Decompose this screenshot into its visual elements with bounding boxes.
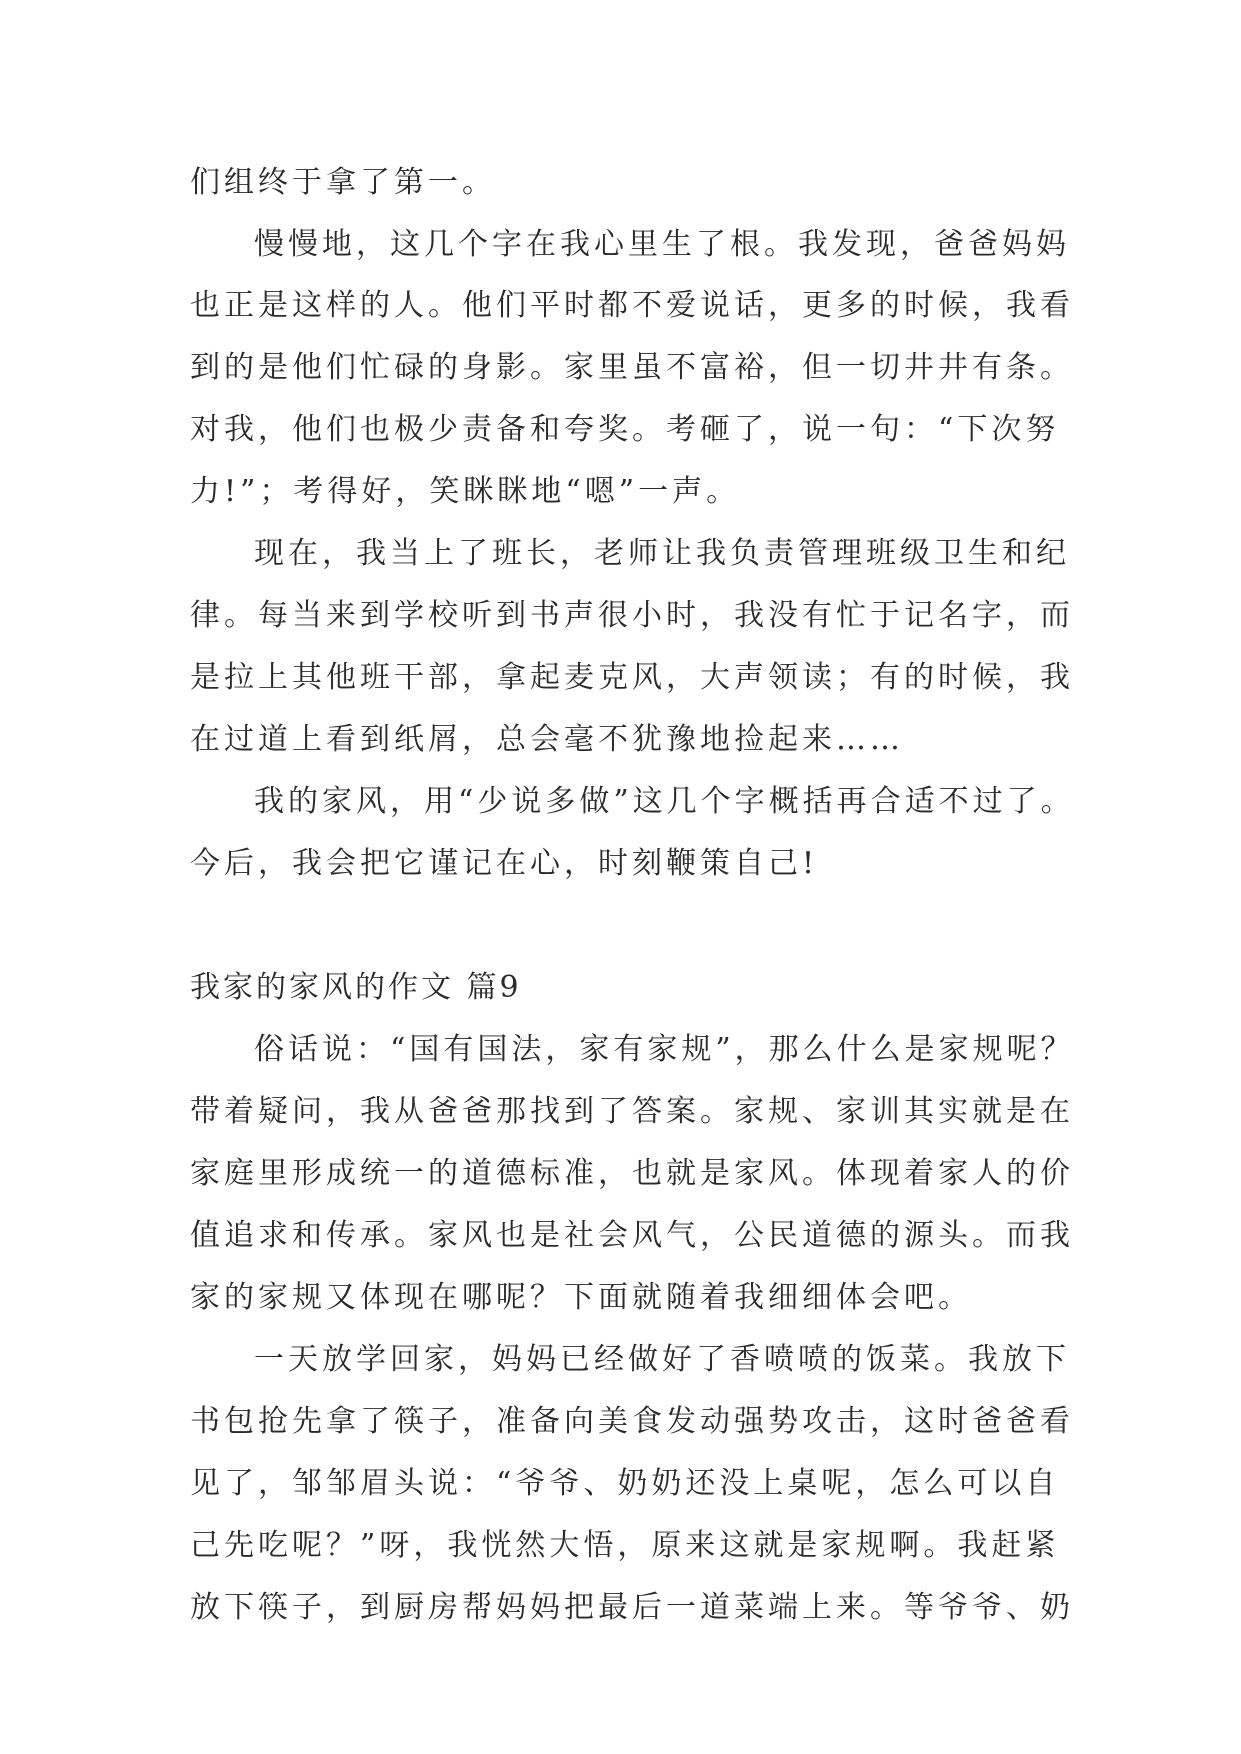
- paragraph-start-line: 慢慢地，这几个字在我心里生了根。我发现，爸爸妈妈: [254, 227, 1070, 262]
- text-line: 今后，我会把它谨记在心，时刻鞭策自己!: [190, 846, 819, 881]
- paragraph-start-line: 我的家风，用“少说多做”这几个字概括再合适不过了。: [254, 784, 1075, 819]
- text-line: 见了，邹邹眉头说：“爷爷、奶奶还没上桌呢，怎么可以自: [190, 1466, 1060, 1501]
- paragraph-start-line: 俗话说：“国有国法，家有家规”，那么什么是家规呢？: [254, 1032, 1075, 1067]
- text-line: 对我，他们也极少责备和夸奖。考砸了，说一句：“下次努: [190, 412, 1060, 447]
- text-line: 己先吃呢？”呀，我恍然大悟，原来这就是家规啊。我赶紧: [190, 1528, 1060, 1563]
- text-line: 也正是这样的人。他们平时都不爱说话，更多的时候，我看: [190, 288, 1074, 323]
- text-line: 在过道上看到纸屑，总会毫不犹豫地捡起来……: [190, 722, 904, 757]
- section-heading: 我家的家风的作文 篇9: [190, 970, 522, 1005]
- text-line: 带着疑问，我从爸爸那找到了答案。家规、家训其实就是在: [190, 1094, 1074, 1129]
- paragraph-start-line: 现在，我当上了班长，老师让我负责管理班级卫生和纪: [254, 536, 1070, 571]
- text-line: 力!”；考得好，笑眯眯地“嗯”一声。: [190, 474, 741, 509]
- text-line: 到的是他们忙碌的身影。家里虽不富裕，但一切井井有条。: [190, 350, 1074, 385]
- text-line: 家的家规又体现在哪呢？下面就随着我细细体会吧。: [190, 1280, 972, 1315]
- paragraph-start-line: 一天放学回家，妈妈已经做好了香喷喷的饭菜。我放下: [254, 1342, 1070, 1377]
- text-line: 是拉上其他班干部，拿起麦克风，大声领读；有的时候，我: [190, 660, 1074, 695]
- text-line: 书包抢先拿了筷子，准备向美食发动强势攻击，这时爸爸看: [190, 1404, 1074, 1439]
- text-line: 家庭里形成统一的道德标准，也就是家风。体现着家人的价: [190, 1156, 1074, 1191]
- text-line: 放下筷子，到厨房帮妈妈把最后一道菜端上来。等爷爷、奶: [190, 1590, 1074, 1625]
- text-line: 们组终于拿了第一。: [190, 165, 496, 200]
- text-line: 值追求和传承。家风也是社会风气，公民道德的源头。而我: [190, 1218, 1074, 1253]
- text-line: 律。每当来到学校听到书声很小时，我没有忙于记名字，而: [190, 598, 1074, 633]
